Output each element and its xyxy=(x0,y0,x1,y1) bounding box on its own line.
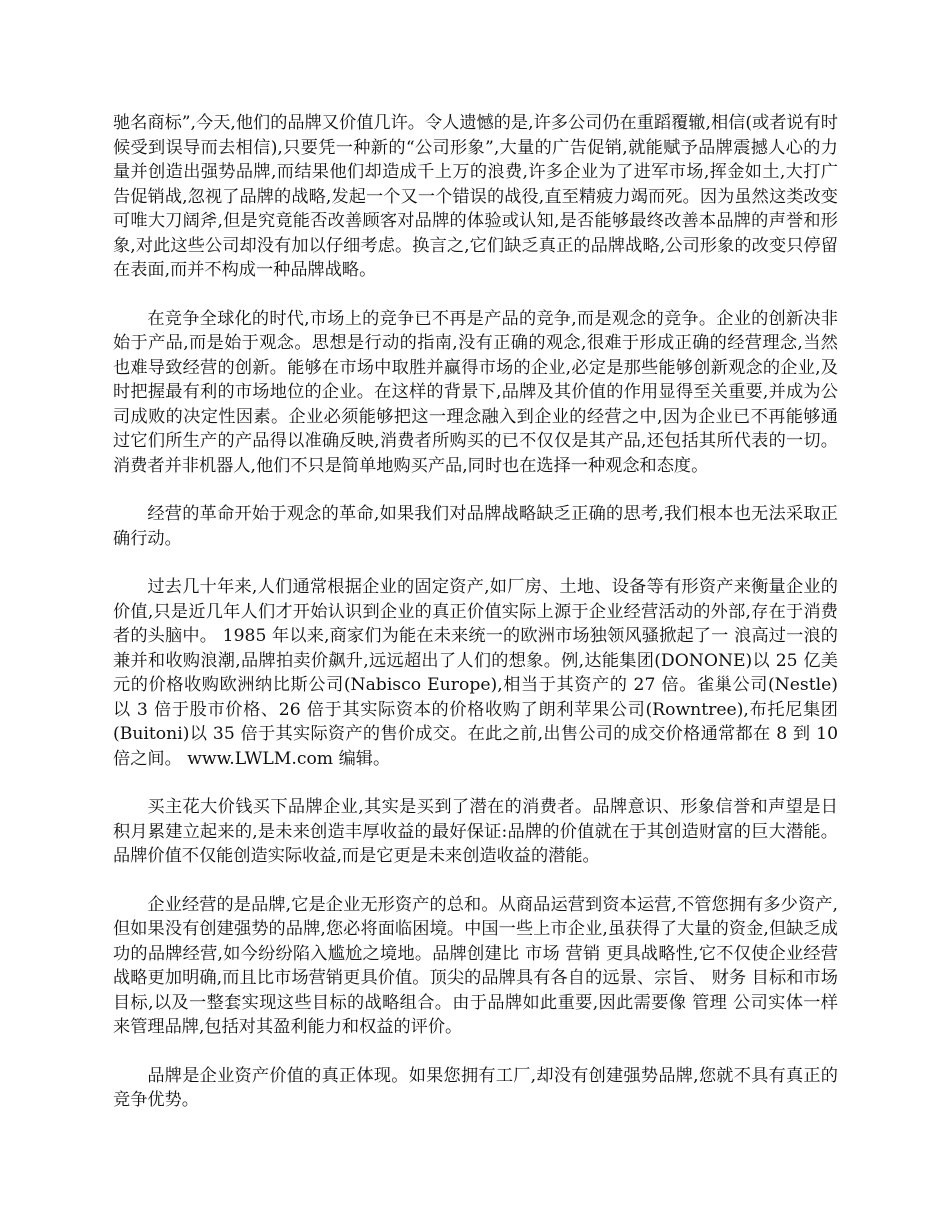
paragraph: 在竞争全球化的时代,市场上的竞争已不再是产品的竞争,而是观念的竞争。企业的创新决非始于产品,而是始于观念。思想是行动的指南,没有正确的观念,很难于形成正确的经营理念,当然也难导致经营的创新。能够在市场中取胜并赢得市场的企业,必定是那些能够创新观念的企业,及时把握最有利的市场地位的企业。在这样的背景下,品牌及其价值的作用显得至关重要,并成为公司成败的决定性因素。企业必须能够把这一理念融入到企业的经营之中,因为企业已不再能够通过它们所生产的产品得以准确反映,消费者所购买的已不仅仅是其产品,还包括其所代表的一切。消费者并非机器人,他们不只是简单地购买产品,同时也在选择一种观念和态度。 xyxy=(113,308,838,476)
paragraph: 企业经营的是品牌,它是企业无形资产的总和。从商品运营到资本运营,不管您拥有多少资产,但如果没有创建强势的品牌,您必将面临困境。中国一些上市企业,虽获得了大量的资金,但缺乏成功的品牌经营,如今纷纷陷入尴尬之境地。品牌创建比 市场 营销 更具战略性,它不仅使企业经营战略更加明确,而且比市场营销更具价值。顶尖的品牌具有各自的远景、宗旨、 财务 目标和市场目标,以及一整套实现这些目标的战略组合。由于品牌如此重要,因此需要像 管理 公司实体一样来管理品牌,包括对其盈利能力和权益的评价。 xyxy=(113,894,838,1037)
paragraph: 经营的革命开始于观念的革命,如果我们对品牌战略缺乏正确的思考,我们根本也无法采取正确行动。 xyxy=(113,504,838,549)
paragraph-continuation: 驰名商标”,今天,他们的品牌又价值几许。令人遗憾的是,许多公司仍在重蹈覆辙,相信(或者说有时候受到误导而去相信),只要凭一种新的“公司形象”,大量的广告促销,就能赋予品牌震撼人心的力量并创造出强势品牌,而结果他们却造成千上万的浪费,许多企业为了进军市场,挥金如土,大打广告促销战,忽视了品牌的战略,发起一个又一个错误的战役,直至精疲力竭而死。因为虽然这类改变可唯大刀阔斧,但是究竟能否改善顾客对品牌的体验或认知,是否能够最终改善本品牌的声誉和形象,对此这些公司却没有加以仔细考虑。换言之,它们缺乏真正的品牌战略,公司形象的改变只停留在表面,而并不构成一种品牌战略。 xyxy=(113,113,838,280)
paragraph: 买主花大价钱买下品牌企业,其实是买到了潜在的消费者。品牌意识、形象信誉和声望是日积月累建立起来的,是未来创造丰厚收益的最好保证:品牌的价值就在于其创造财富的巨大潜能。品牌价值不仅能创造实际收益,而是它更是未来创造收益的潜能。 xyxy=(113,797,838,866)
paragraph: 过去几十年来,人们通常根据企业的固定资产,如厂房、土地、设备等有形资产来衡量企业的价值,只是近几年人们才开始认识到企业的真正价值实际上源于企业经营活动的外部,存在于消费者的头脑中。 1985 年以来,商家们为能在未来统一的欧洲市场独领风骚掀起了一 浪高过一浪的兼并和收购浪潮,品牌拍卖价飙升,远远超出了人们的想象。例,达能集团(DONONE)以 25 亿美元的价格收购欧洲纳比斯公司(Nabisco Europe),相当于其资产的 27 倍。雀巢公司(Nestle)以 3 倍于股市价格、26 倍于其实际资本的价格收购了朗利苹果公司(Rowntree),布托尼集团(Buitoni)以 35 倍于其实际资产的售价成交。在此之前,出售公司的成交价格通常都在 8 到 10 倍之间。 www.LWLM.com 编辑。 xyxy=(113,577,838,769)
document-body xyxy=(113,111,838,1137)
paragraph: 品牌是企业资产价值的真正体现。如果您拥有工厂,却没有创建强势品牌,您就不具有真正的竞争优势。 xyxy=(113,1065,838,1110)
